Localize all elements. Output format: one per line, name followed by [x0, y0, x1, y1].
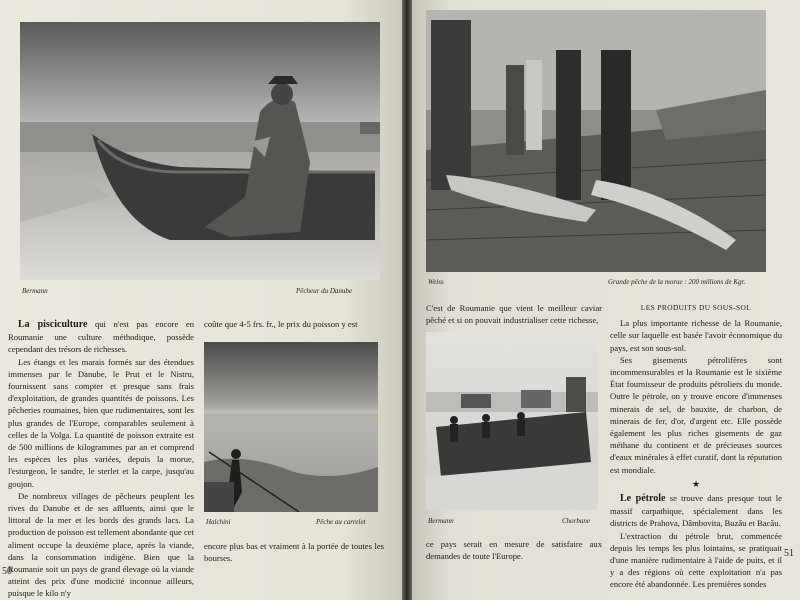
- paragraph-prix-poisson: coûte que 4-5 frs. fr., le prix du poisson y est: [204, 319, 358, 329]
- photo2-right-credit: Bermann: [428, 517, 454, 525]
- paragraph-petrole: Le pétrole se trouve dans presque tout le massif carpathique, spécialement dans les districts de Prahova, Dâmbovita, Buzău et Bacău.: [610, 493, 782, 529]
- paragraph-villages: De nombreux villages de pêcheurs peuplent les rives du Danube et de ses affluents, ainsi que le littoral de la mer et les bords des grands lacs. La production de poisson est tellement abondante que cet aliment occupe la deuxième place, après la viande, dans la consommation indigène. Bien que la Roumanie soit un pays de grand élevage où la viande atteint des prix d'une modicité inconnue ailleurs, puisque le kilo n'y: [8, 490, 194, 599]
- photo-net-fishing: [204, 342, 378, 512]
- paragraph-richesse: La plus importante richesse de la Roumanie, celle sur laquelle est basée l'avoir économique du pays, est son sous-sol.: [610, 318, 782, 353]
- photo-fishermen-boat: [426, 332, 598, 510]
- left-column-2-top: [204, 318, 384, 330]
- photo-danube-fisherman: [20, 22, 380, 280]
- page-number-right: 51: [784, 548, 794, 559]
- paragraph-gisements: Ses gisements pétrolifères sont incommensurables et la Roumanie est le sixième État fournisseur de produits pétroliers du monde. Outre le pétrole, on y trouve encore d'immenses minerais de sel, de bauxite, de charbon, de minerais de fer, d'or, d'argent etc. Elle possède également les plus riches gisements de gaz méthane du continent et de précieuses sources d'eaux minérales à effet curatif, dont la réputation est mondiale.: [610, 354, 782, 475]
- paragraph-etangs: Les étangs et les marais formés sur des étendues immenses par le Danube, le Prut et le Nistru, fournissent sans compter et presque sans frais d'exploitation, de grandes quantités de poissons. Les pêcheries roumaines, bien que rudimentaires, sont les plus grandes de l'Europe, comparables seulement à celles de la Volga. La quantité de poisson extraite est de 500 millions de kilogrammes par an et comprend les espèces les plus variées, depuis la morue, l'esturgeon, le sandre, le sterlet et la carpe, jusqu'au goujon.: [8, 356, 194, 489]
- paragraph-europe: ce pays serait en mesure de satisfaire aux demandes de toute l'Europe.: [426, 539, 602, 562]
- star-separator-icon: ★: [691, 478, 701, 489]
- book-gutter: [402, 0, 412, 600]
- section-title-sous-sol: LES PRODUITS DU SOUS-SOL: [640, 303, 752, 312]
- paragraph-bourses: encore plus bas et vraiment à la portée de toutes les bourses.: [204, 541, 384, 564]
- right-column-2: [610, 302, 782, 592]
- paragraph-pisciculture: La pisciculture qui n'est pas encore en Roumanie une culture méthodique, possède cependant des trésors de richesses.: [8, 319, 194, 355]
- photo2-caption: Pêche au carrelet: [316, 518, 366, 526]
- right-column-1-top: [426, 302, 602, 326]
- photo1-caption: Pêcheur du Danube: [296, 287, 352, 295]
- right-page: [412, 0, 800, 600]
- left-column-2-bottom: [204, 540, 384, 564]
- paragraph-caviar: C'est de Roumanie que vient le meilleur caviar pêché et si on pouvait industrialiser cette richesse,: [426, 303, 602, 326]
- right-column-1-bottom: [426, 538, 602, 562]
- photo1-right-credit: Weiss: [428, 278, 444, 286]
- paragraph-extraction: L'extraction du pétrole brut, commencée depuis les temps les plus lointains, se pratiquait d'une manière rudimentaire à l'aide de puits, et il y a des régions où cette exploitation n'a pas encore été abandonnée. Les premières sondes: [610, 530, 782, 590]
- photo2-credit: Halchini: [206, 518, 231, 526]
- photo2-right-caption: Chorbane: [562, 517, 590, 525]
- page-number-left: 50: [2, 566, 12, 577]
- photo-big-fish-catch: [426, 10, 766, 272]
- photo1-right-caption: Grande pêche de la morue : 200 millions de Kgr.: [608, 278, 746, 286]
- left-column-1: [8, 318, 194, 599]
- photo1-credit: Bermann: [22, 287, 48, 295]
